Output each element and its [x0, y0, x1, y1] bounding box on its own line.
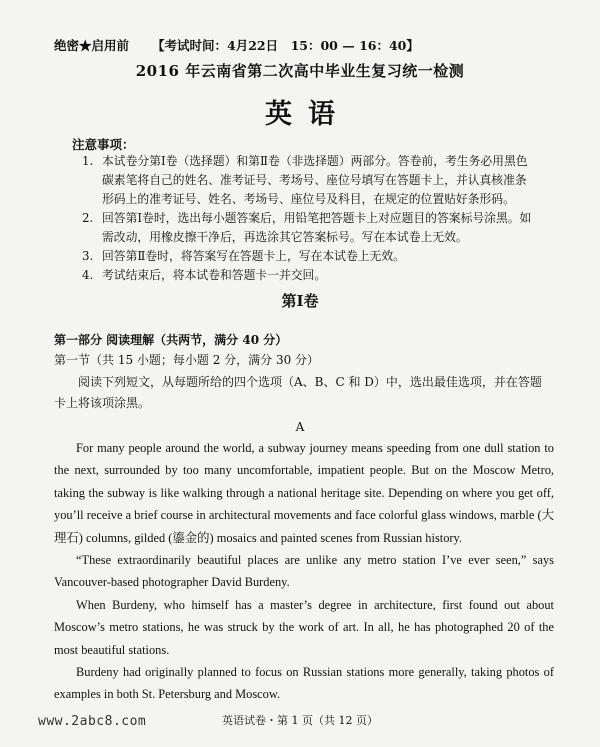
passage-paragraph: “These extraordinarily beautiful places are unlike any metro station I’ve ever seen,” says Vancouver-based photographer David Burdeny.	[54, 553, 554, 590]
note-item	[82, 266, 537, 285]
note-text: 回答第Ⅰ卷时，选出每小题答案后，用铅笔把答题卡上对应题目的答案标号涂黑。如需改动，用橡皮擦干净后，再选涂其它答案标号。写在本试卷上无效。	[102, 211, 532, 244]
note-item	[82, 152, 537, 209]
note-number: 3.	[82, 249, 94, 263]
note-item	[82, 209, 537, 247]
instructions: 阅读下列短文，从每题所给的四个选项（A、B、C 和 D）中，选出最佳选项，并在答题卡上将该项涂黑。	[54, 375, 542, 410]
subject-title: 英语	[265, 99, 351, 130]
notes-heading: 注意事项：	[72, 137, 135, 152]
notes-list	[82, 152, 537, 285]
watermark-url: www.2abc8.com	[38, 714, 147, 729]
part-heading: 第一部分 阅读理解（共两节，满分 40 分）	[54, 333, 288, 347]
exam-title: 2016 年云南省第二次高中毕业生复习统一检测	[135, 62, 465, 80]
passage-paragraph: For many people around the world, a subway journey means speeding from one dull station to the next, surrounded by too many uncomfortable, impatient people. But on the Moscow Metro, taking the subway is like walking through a national heritage site. Depending on where you get off, you’ll receive a brief course in architectural movements and face colorful glass windows, marble (大理石) columns, gilded (鎏金的) mosaics and painted scenes from Russian history.	[54, 441, 554, 545]
note-number: 2.	[82, 211, 94, 225]
exam-time: 【考试时间：4月22日 15：00 — 16：40】	[152, 38, 419, 53]
passage	[54, 437, 554, 706]
note-text: 考试结束后，将本试卷和答题卡一并交回。	[102, 268, 327, 282]
passage-label: A	[295, 420, 305, 434]
note-number: 4.	[82, 268, 94, 282]
passage-paragraph: Burdeny had originally planned to focus on Russian stations more generally, taking photos of examples in both St. Petersburg and Moscow.	[54, 665, 554, 702]
note-item	[82, 247, 537, 266]
note-text: 回答第Ⅱ卷时，将答案写在答题卡上，写在本试卷上无效。	[102, 249, 405, 263]
volume-heading: 第Ⅰ卷	[281, 292, 319, 310]
note-number: 1.	[82, 154, 94, 168]
note-text: 本试卷分第Ⅰ卷（选择题）和第Ⅱ卷（非选择题）两部分。答卷前，考生务必用黑色碳素笔将自己的姓名、准考证号、考场号、座位号填写在答题卡上，并认真核准条形码上的准考证号、姓名、考场号、座位号及科目，在规定的位置贴好条形码。	[102, 154, 528, 206]
page-footer: 英语试卷・第 1 页（共 12 页）	[222, 714, 378, 727]
confidential-label: 绝密★启用前	[54, 38, 130, 53]
passage-paragraph: When Burdeny, who himself has a master’s degree in architecture, first found out about Moscow’s metro stations, he was struck by the work of art. In all, he has photographed 20 of the most beautiful stations.	[54, 597, 554, 657]
section-heading: 第一节（共 15 小题；每小题 2 分，满分 30 分）	[54, 353, 320, 367]
